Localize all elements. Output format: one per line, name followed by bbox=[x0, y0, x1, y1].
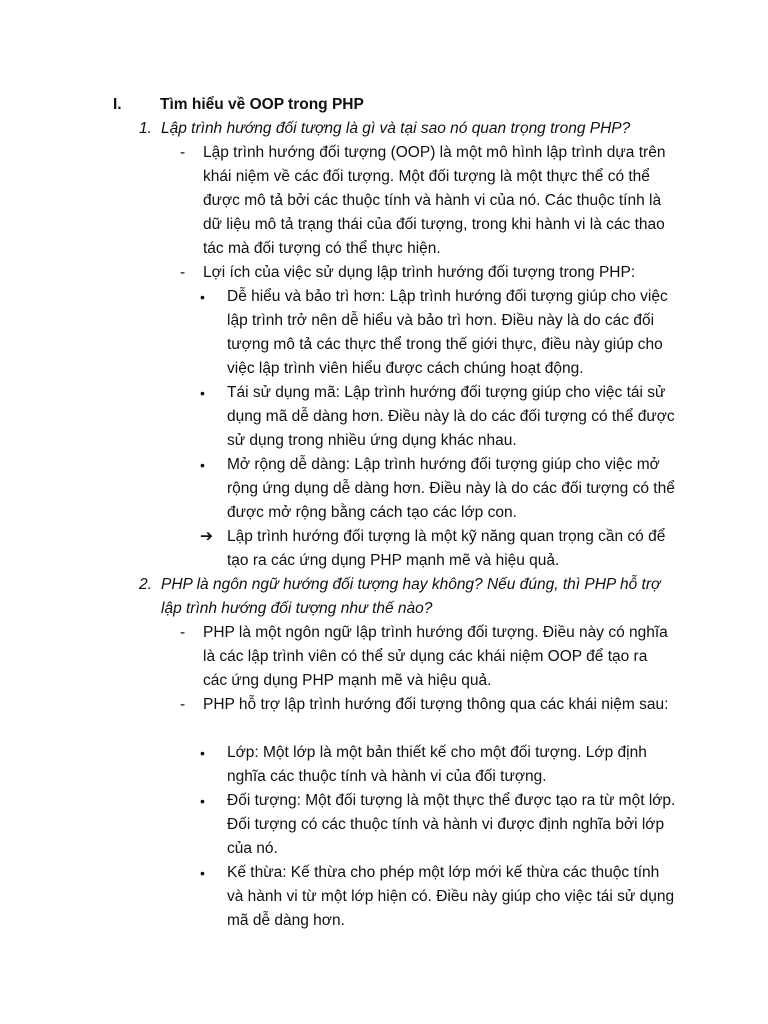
q1-dash-paragraph-1: Lập trình hướng đối tượng (OOP) là một mô hình lập trình dựa trên khái niệm về các đối tượng. Một đối tượng là một thực thể có thể được mô tả bởi các thuộc tính và hành vi của nó. Các thuộc tính là dữ liệu mô tả trạng thái của đối tượng, trong khi hành vi là các thao tác mà đối tượng có thể thực hiện. bbox=[203, 144, 666, 257]
question-1-title: Lập trình hướng đối tượng là gì và tại sao nó quan trọng trong PHP? bbox=[161, 120, 631, 137]
q1-bullet-3: Mở rộng dễ dàng: Lập trình hướng đối tượng giúp cho việc mở rộng ứng dụng dễ dàng hơn. Điều này là do các đối tượng có thể được mở rộng bằng cách tạo các lớp con. bbox=[227, 456, 675, 521]
q2-dash-paragraph-2: PHP hỗ trợ lập trình hướng đối tượng thông qua các khái niệm sau: bbox=[203, 696, 669, 713]
q2-bullet-3: Kế thừa: Kế thừa cho phép một lớp mới kế thừa các thuộc tính và hành vi từ một lớp hiện có. Điều này giúp cho việc tái sử dụng mã dễ dàng hơn. bbox=[227, 864, 675, 929]
q2-dash-paragraph-1: PHP là một ngôn ngữ lập trình hướng đối tượng. Điều này có nghĩa là các lập trình viên có thể sử dụng các khái niệm OOP để tạo ra các ứng dụng PHP mạnh mẽ và hiệu quả. bbox=[203, 624, 668, 689]
bullet-icon: • bbox=[200, 793, 205, 809]
question-1-number: 1. bbox=[139, 120, 152, 137]
q2-bullet-1: Lớp: Một lớp là một bản thiết kế cho một đối tượng. Lớp định nghĩa các thuộc tính và hành vi của đối tượng. bbox=[227, 744, 647, 785]
bullet-icon: • bbox=[200, 865, 205, 881]
bullet-icon: • bbox=[200, 745, 205, 761]
q2-bullet-2: Đối tượng: Một đối tượng là một thực thể được tạo ra từ một lớp. Đối tượng có các thuộc tính và hành vi được định nghĩa bởi lớp của nó. bbox=[227, 792, 676, 857]
bullet-icon: • bbox=[200, 385, 205, 401]
section-title: Tìm hiểu về OOP trong PHP bbox=[160, 96, 364, 113]
bullet-icon: • bbox=[200, 457, 205, 473]
question-2-title: PHP là ngôn ngữ hướng đối tượng hay không? Nếu đúng, thì PHP hỗ trợ lập trình hướng đối tượng như thế nào? bbox=[161, 576, 661, 617]
q1-bullet-1: Dễ hiểu và bảo trì hơn: Lập trình hướng đối tượng giúp cho việc lập trình trở nên dễ hiểu và bảo trì hơn. Điều này là do các đối tượng mô tả các thực thể trong thế giới thực, điều này giúp cho việc lập trình viên hiểu được cách chúng hoạt động. bbox=[227, 288, 668, 377]
bullet-icon: • bbox=[200, 289, 205, 305]
q1-dash-paragraph-2: Lợi ích của việc sử dụng lập trình hướng đối tượng trong PHP: bbox=[203, 264, 636, 281]
arrow-right-icon: ➔ bbox=[200, 528, 213, 545]
q1-conclusion: Lập trình hướng đối tượng là một kỹ năng quan trọng cần có để tạo ra các ứng dụng PHP mạnh mẽ và hiệu quả. bbox=[227, 528, 666, 569]
dash-marker: - bbox=[180, 144, 186, 161]
dash-marker: - bbox=[180, 264, 186, 281]
q1-bullet-2: Tái sử dụng mã: Lập trình hướng đối tượng giúp cho việc tái sử dụng mã dễ dàng hơn. Điều này là do các đối tượng có thể được sử dụng trong nhiều ứng dụng khác nhau. bbox=[227, 384, 675, 449]
question-2-number: 2. bbox=[139, 576, 152, 593]
dash-marker: - bbox=[180, 696, 186, 713]
dash-marker: - bbox=[180, 624, 186, 641]
section-number: I. bbox=[113, 96, 122, 113]
